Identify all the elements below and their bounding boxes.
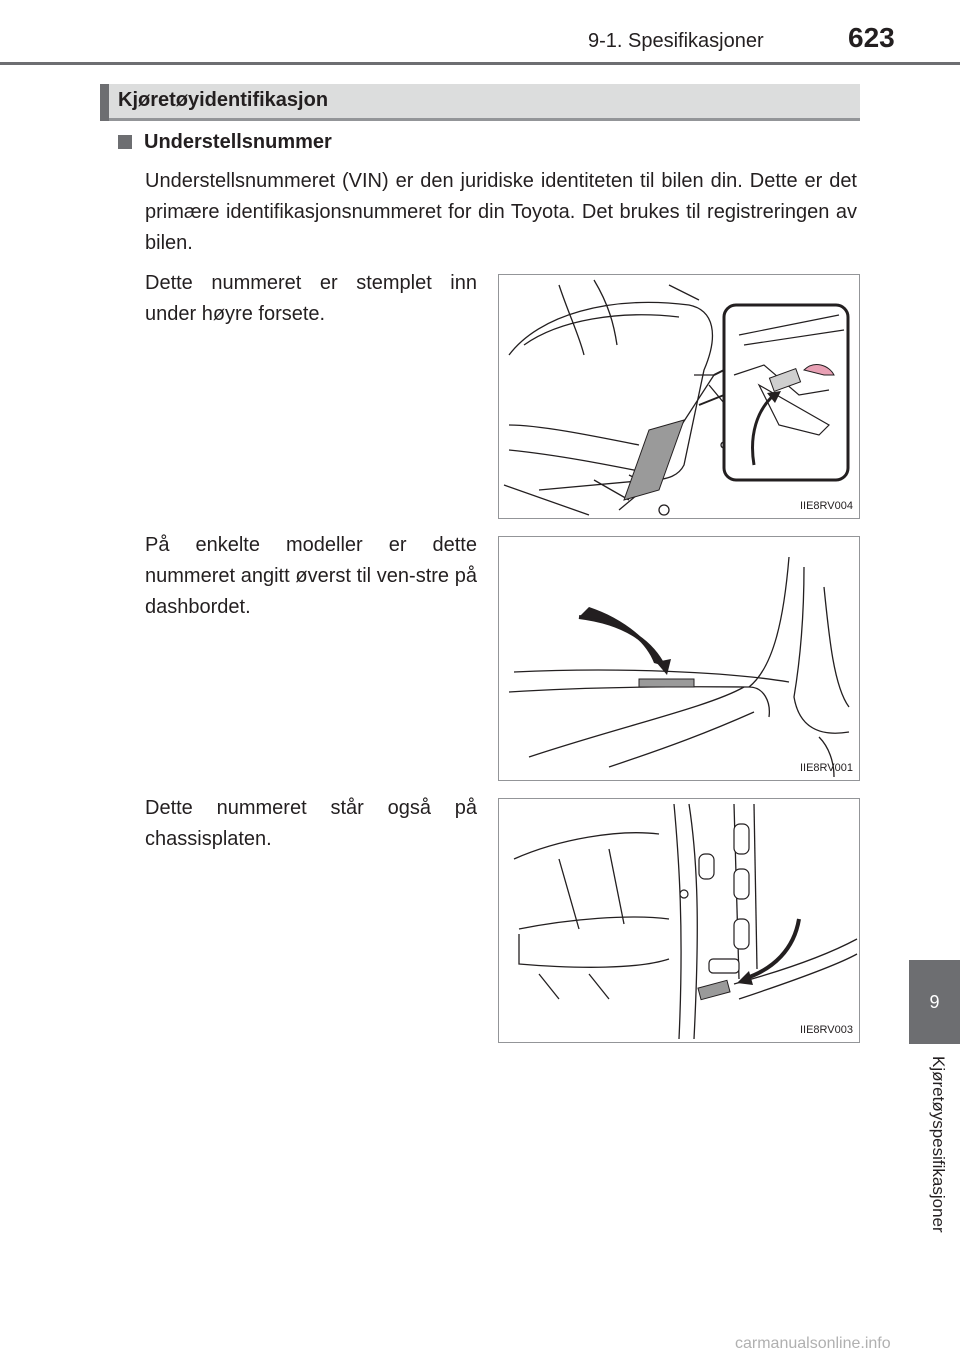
figure-seat-vin [498, 274, 860, 519]
dashboard-illustration [499, 537, 859, 780]
figure-chassis-vin [498, 798, 860, 1043]
section-bar-accent [100, 84, 109, 121]
header-rule [0, 62, 960, 65]
figure-code-3: IIE8RV003 [799, 1024, 853, 1036]
figure-dashboard-vin [498, 536, 860, 781]
figure-code-1: IIE8RV004 [799, 500, 853, 512]
watermark: carmanualsonline.info [735, 1335, 891, 1352]
chapter-tab-label: Kjøretøyspesifikasjoner [929, 1056, 948, 1233]
item-text-seat: Dette nummeret er stemplet inn under høyre forsete. [145, 272, 477, 325]
figure-code-2: IIE8RV001 [799, 762, 853, 774]
section-header-text: 9-1. Spesifikasjoner [588, 30, 764, 52]
seat-illustration [499, 275, 859, 518]
subheading [118, 131, 332, 154]
intro-paragraph: Understellsnummeret (VIN) er den juridiske identiteten til bilen din. Dette er det primære identifikasjonsnummeret for din Toyota. Det brukes til registreringen av bilen. [145, 170, 857, 254]
subheading-text: Understellsnummer [144, 131, 332, 153]
chapter-tab: 9 [909, 960, 960, 1044]
square-bullet-icon [118, 135, 132, 149]
chassis-illustration [499, 799, 859, 1042]
item-text-chassis: Dette nummeret står også på chassisplaten. [145, 797, 477, 850]
section-title-bar [100, 84, 860, 121]
item-text-dashboard: På enkelte modeller er dette nummeret angitt øverst til ven-stre på dashbordet. [145, 534, 477, 618]
page-number: 623 [848, 22, 895, 53]
section-title: Kjøretøyidentifikasjon [118, 89, 329, 111]
